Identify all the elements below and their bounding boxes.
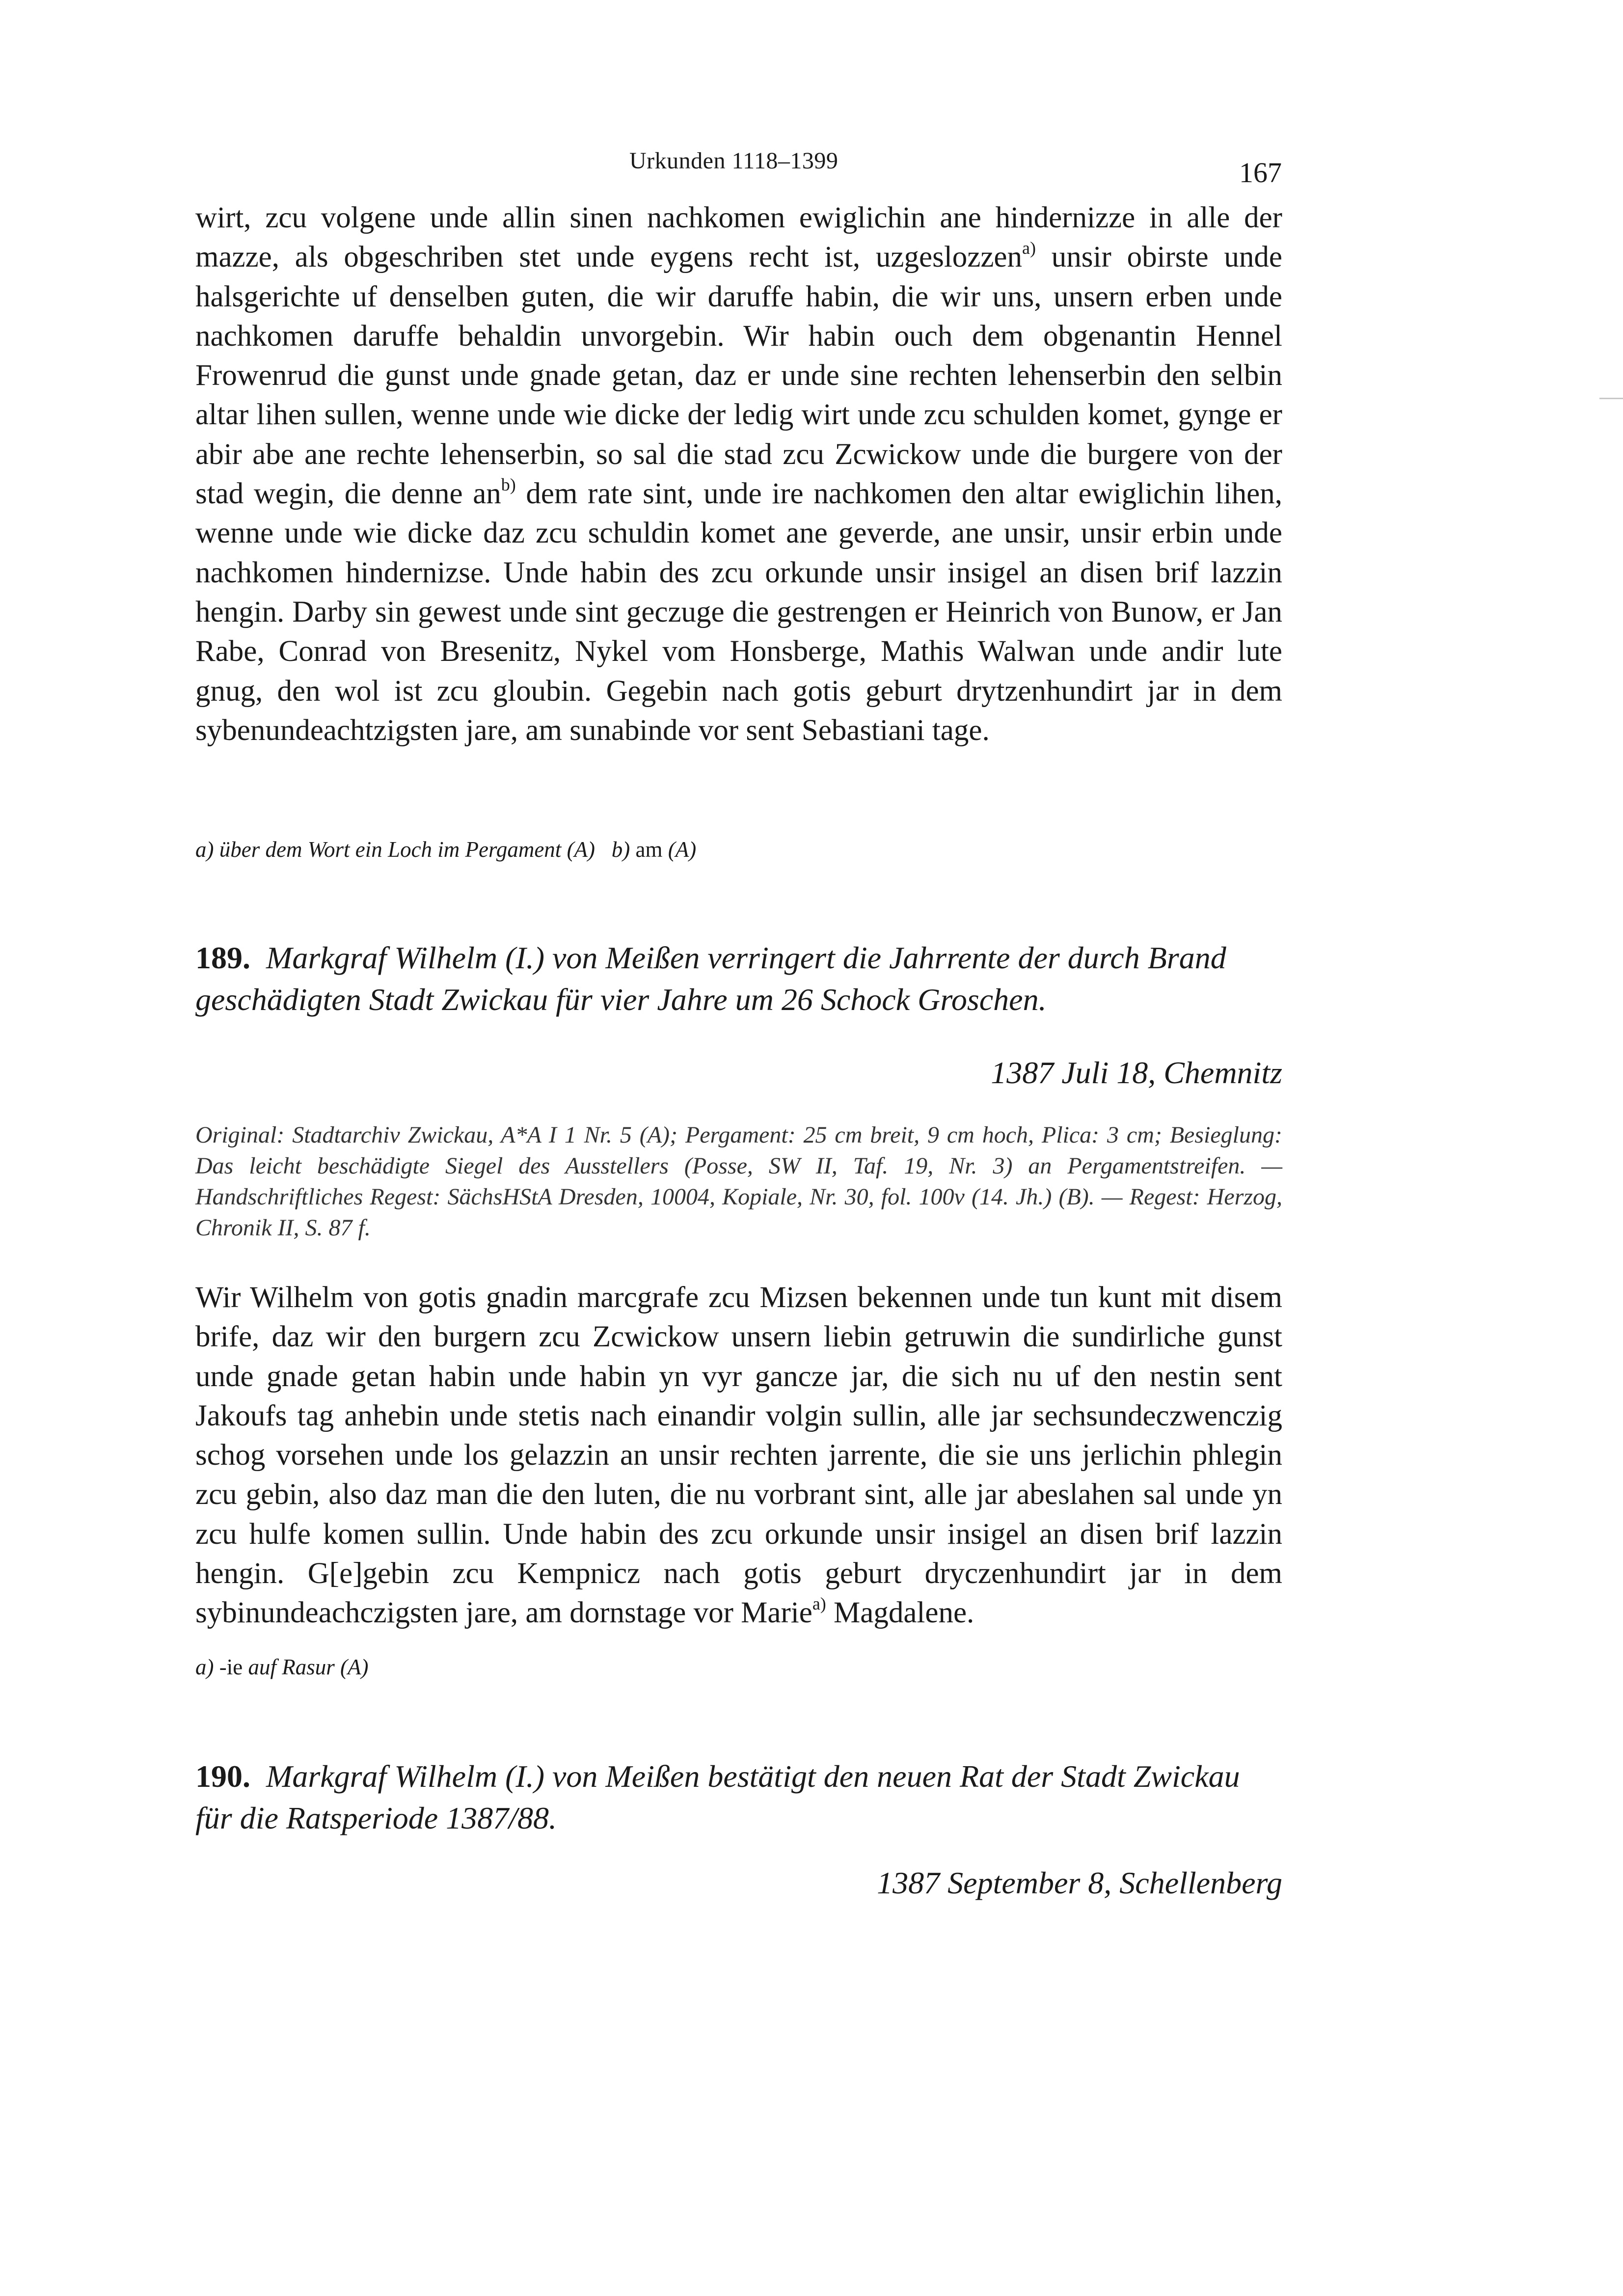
doc-190-date-place: 1387 September 8, Schellenberg — [877, 1865, 1282, 1900]
doc-189-text-part-2: Magdalene. — [826, 1596, 974, 1630]
doc-189-sources: Original: Stadtarchiv Zwickau, A*A I 1 Nr. 5 (A); Pergament: 25 cm breit, 9 cm hoch, Plica: 3 cm; Besieglung: Das leicht beschädigte Siegel des Ausstellers (Posse, SW II, Taf. 19, Nr. 3) an Pergamentstreifen. — Handschriftliches Regest: SächsHStA Dresden, 10004, Kopiale, Nr. 30, fol. 100v (14. Jh.) (B). — Regest: Herzog, Chronik II, S. 87 f. — [195, 1122, 1282, 1241]
margin-mark — [1599, 398, 1623, 399]
doc-189-text — [195, 1278, 1282, 1633]
continuation-text-part-1: wirt, zcu volgene unde allin sinen nachkomen ewiglichin ane hindernizze in alle der mazze, als obgeschriben stet unde eygens recht ist, uzgeslozzen — [195, 201, 1282, 274]
doc-190-title: Markgraf Wilhelm (I.) von Meißen bestätigt den neuen Rat der Stadt Zwickau für die Ratsperiode 1387/88. — [195, 1759, 1240, 1835]
continuation-paragraph — [195, 198, 1282, 750]
doc-190-heading — [195, 1755, 1282, 1839]
continuation-text-part-2: unsir obirste unde halsgerichte uf denselben guten, die wir daruffe habin, die wir uns, unsern erben unde nachkomen daruffe behaldin unvorgebin. Wir habin ouch dem obgenantin Hennel Frowenrud die gunst unde gnade getan, daz er unde sine rechten lehenserbin den selbin altar lihen sullen, wenne unde wie dicke der ledig wirt unde zcu schulden komet, gynge er abir abe ane rechte lehenserbin, so sal die stad zcu Zcwickow unde die burgere von der stad wegin, die denne an — [195, 241, 1282, 511]
doc-189-paragraph — [195, 1278, 1282, 1633]
footnote-b-source: (A) — [668, 837, 697, 862]
doc-189-footnote — [195, 1652, 1282, 1682]
doc-190-number: 190. — [195, 1759, 250, 1794]
doc-189-footnote-label: a) — [195, 1655, 214, 1679]
doc-189-footnote-text: auf Rasur (A) — [248, 1655, 369, 1679]
doc-189-title: Markgraf Wilhelm (I.) von Meißen verringert die Jahrrente der durch Brand geschädigten Stadt Zwickau für vier Jahre um 26 Schock Groschen. — [195, 940, 1226, 1017]
page-number: 167 — [1239, 157, 1282, 189]
doc-189-heading — [195, 937, 1282, 1020]
doc-189-number: 189. — [195, 940, 250, 975]
continuation-text-part-3: dem rate sint, unde ire nachkomen den altar ewiglichin lihen, wenne unde wie dicke daz zcu schuldin komet ane geverde, ane unsir, unsir erbin unde nachkomen hindernizse. Unde habin des zcu orkunde unsir insigel an disen brif lazzin hengin. Darby sin gewest unde sint geczuge die gestrengen er Heinrich von Bunow, er Jan Rabe, Conrad von Bresenitz, Nykel vom Honsberge, Mathis Walwan unde andir lute gnug, den wol ist zcu gloubin. Gegebin nach gotis geburt drytzenhundirt jar in dem sybenundeachtzigsten jare, am sunabinde vor sent Sebastiani tage. — [195, 477, 1282, 747]
footnote-ref-b: b) — [501, 475, 516, 495]
doc-189-footnote-ref-a: a) — [812, 1594, 826, 1614]
continuation-footnotes — [195, 835, 1282, 864]
footnote-a: a) über dem Wort ein Loch im Pergament (A) — [195, 837, 595, 862]
footnote-b-word: am — [635, 837, 663, 862]
running-head: Urkunden 1118–1399 — [629, 148, 839, 174]
doc-189-date-place: 1387 Juli 18, Chemnitz — [991, 1055, 1282, 1090]
continuation-text — [195, 198, 1282, 750]
footnote-ref-a: a) — [1022, 238, 1036, 258]
doc-189-footnote-word: -ie — [219, 1655, 243, 1679]
footnote-b-label: b) — [611, 837, 630, 862]
doc-189-text-part-1: Wir Wilhelm von gotis gnadin marcgrafe zcu Mizsen bekennen unde tun kunt mit disem brife, daz wir den burgern zcu Zcwickow unsern liebin getruwin die sundirliche gunst unde gnade getan habin unde habin yn vyr gancze jar, die sich nu uf den nestin sent Jakoufs tag anhebin unde stetis nach einandir volgin sullin, alle jar sechsundeczwenczig schog vorsehen unde los gelazzin an unsir rechten jarrente, die sie uns jerlichin phlegin zcu gebin, also daz man die den luten, die nu vorbrant sint, alle jar abeslahen sal unde yn zcu hulfe komen sullin. Unde habin des zcu orkunde unsir insigel an disen brif lazzin hengin. G[e]gebin zcu Kempnicz nach gotis geburt dryczenhundirt jar in dem sybinundeachczigsten jare, am dornstage vor Marie — [195, 1281, 1282, 1630]
